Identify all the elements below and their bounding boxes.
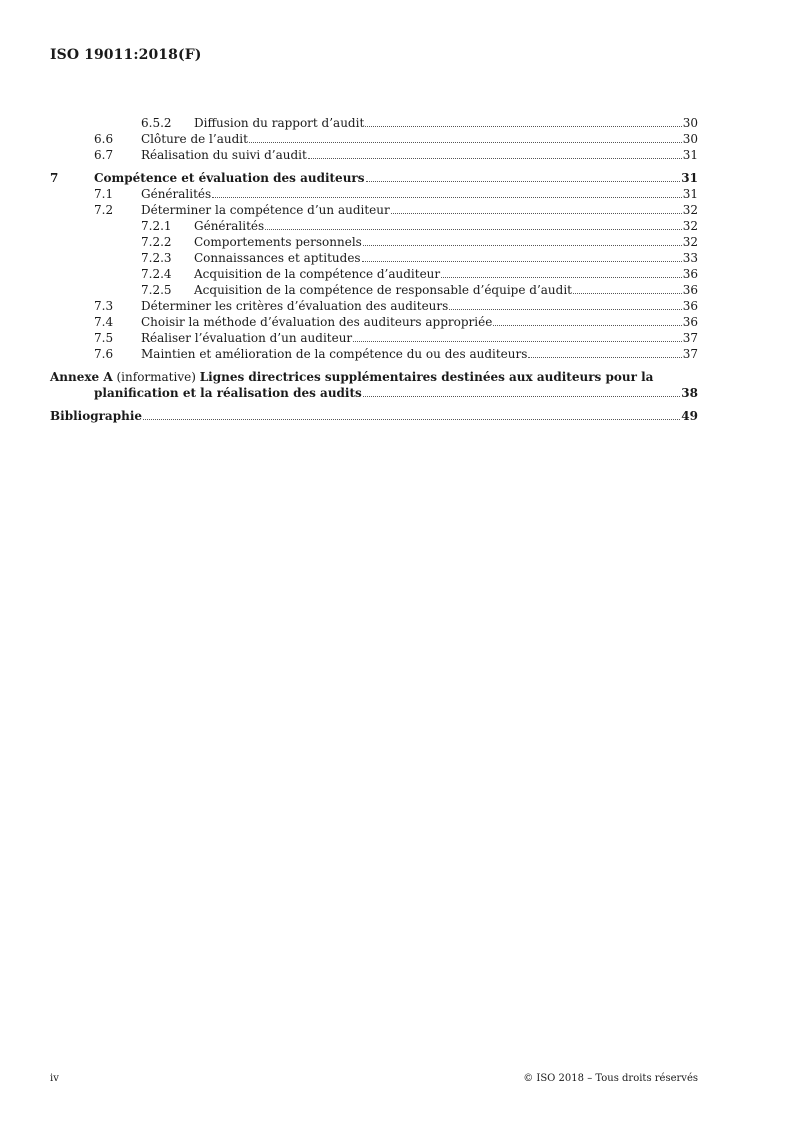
toc-title: Réalisation du suivi d’audit: [141, 148, 307, 162]
toc-title: Connaissances et aptitudes: [194, 251, 361, 265]
toc-leader: [573, 292, 682, 294]
toc-title: Choisir la méthode d’évaluation des auditeurs appropriée: [141, 315, 493, 329]
toc-page: 37: [682, 347, 698, 361]
toc-entry-7[interactable]: [50, 170, 698, 186]
toc-title: Déterminer les critères d’évaluation des auditeurs: [141, 299, 449, 313]
toc-number: 7.6: [94, 347, 114, 361]
toc-leader: [528, 356, 681, 358]
toc-entry-bibliography[interactable]: [50, 408, 698, 424]
toc-page: 36: [682, 267, 698, 281]
toc-number: 6.6: [94, 132, 114, 146]
annex-title-line-2: planification et la réalisation des audits: [94, 386, 362, 400]
annex-line-1: [50, 369, 698, 385]
toc-entry-7-2-1[interactable]: [50, 218, 698, 234]
toc-number: 6.7: [94, 148, 114, 162]
toc-entry-7-2-4[interactable]: [50, 266, 698, 282]
toc-leader: [493, 324, 681, 326]
toc-page: 37: [682, 331, 698, 345]
toc-number: 7.3: [94, 299, 114, 313]
toc-entry-annex-a[interactable]: [50, 369, 698, 401]
toc-leader: [363, 244, 682, 246]
toc-title: Déterminer la compétence d’un auditeur: [141, 203, 390, 217]
toc-title: Clôture de l’audit: [141, 132, 248, 146]
toc-leader: [366, 180, 681, 182]
footer-page-number: iv: [50, 1073, 59, 1084]
toc-entry-7-1[interactable]: [50, 186, 698, 202]
toc-title: Acquisition de la compétence de responsable d’équipe d’audit: [194, 283, 572, 297]
toc-number: 7.4: [94, 315, 114, 329]
toc-number: 7.1: [94, 187, 114, 201]
toc-page: 32: [682, 203, 698, 217]
toc-number: 7.5: [94, 331, 114, 345]
toc-title: Bibliographie: [50, 409, 143, 423]
toc-title: Généralités: [194, 219, 265, 233]
annex-qualifier: (informative): [116, 370, 196, 384]
toc-number: 7.2.5: [141, 283, 172, 297]
toc-page: 31: [682, 148, 698, 162]
toc-leader: [249, 141, 682, 143]
toc-number: 7.2.3: [141, 251, 172, 265]
table-of-contents: [50, 115, 698, 424]
toc-leader: [143, 418, 680, 420]
toc-entry-7-6[interactable]: [50, 346, 698, 362]
toc-page: 30: [682, 132, 698, 146]
toc-title: Compétence et évaluation des auditeurs: [94, 171, 365, 185]
annex-title-line-1: Lignes directrices supplémentaires destinées aux auditeurs pour la: [199, 370, 654, 384]
toc-entry-7-2-3[interactable]: [50, 250, 698, 266]
toc-leader: [363, 395, 681, 397]
toc-page: 36: [682, 299, 698, 313]
annex-line-2: [50, 385, 698, 401]
toc-leader: [353, 340, 682, 342]
toc-title: Comportements personnels: [194, 235, 362, 249]
toc-leader: [441, 276, 682, 278]
toc-leader: [449, 308, 681, 310]
toc-title: Réaliser l’évaluation d’un auditeur: [141, 331, 353, 345]
toc-title: Généralités: [141, 187, 212, 201]
toc-page: 49: [681, 409, 698, 423]
toc-page: 33: [682, 251, 698, 265]
toc-entry-6-5-2[interactable]: [50, 115, 698, 131]
footer-copyright: © ISO 2018 – Tous droits réservés: [523, 1073, 698, 1084]
toc-leader: [362, 260, 682, 262]
toc-page: 38: [681, 386, 698, 400]
toc-page: 31: [682, 187, 698, 201]
toc-leader: [391, 212, 682, 214]
toc-number: 7: [50, 171, 59, 185]
toc-number: 6.5.2: [141, 116, 172, 130]
toc-page: 36: [682, 315, 698, 329]
toc-entry-7-2-2[interactable]: [50, 234, 698, 250]
toc-leader: [212, 196, 682, 198]
toc-entry-7-2[interactable]: [50, 202, 698, 218]
toc-leader: [265, 228, 682, 230]
toc-page: 32: [682, 235, 698, 249]
toc-leader: [365, 125, 681, 127]
toc-entry-7-5[interactable]: [50, 330, 698, 346]
toc-entry-7-3[interactable]: [50, 298, 698, 314]
toc-leader: [308, 157, 682, 159]
annex-label: Annexe A: [50, 370, 113, 384]
toc-page: 31: [681, 171, 698, 185]
toc-title: Diffusion du rapport d’audit: [194, 116, 365, 130]
toc-number: 7.2.4: [141, 267, 172, 281]
toc-title: Acquisition de la compétence d’auditeur: [194, 267, 441, 281]
toc-entry-7-2-5[interactable]: [50, 282, 698, 298]
toc-page: 30: [682, 116, 698, 130]
toc-page: 36: [682, 283, 698, 297]
toc-entry-7-4[interactable]: [50, 314, 698, 330]
toc-number: 7.2.1: [141, 219, 172, 233]
toc-entry-6-7[interactable]: [50, 147, 698, 163]
toc-title: Maintien et amélioration de la compétence du ou des auditeurs: [141, 347, 528, 361]
toc-number: 7.2.2: [141, 235, 172, 249]
toc-number: 7.2: [94, 203, 114, 217]
toc-page: 32: [682, 219, 698, 233]
toc-entry-6-6[interactable]: [50, 131, 698, 147]
document-id: ISO 19011:2018(F): [50, 47, 202, 63]
